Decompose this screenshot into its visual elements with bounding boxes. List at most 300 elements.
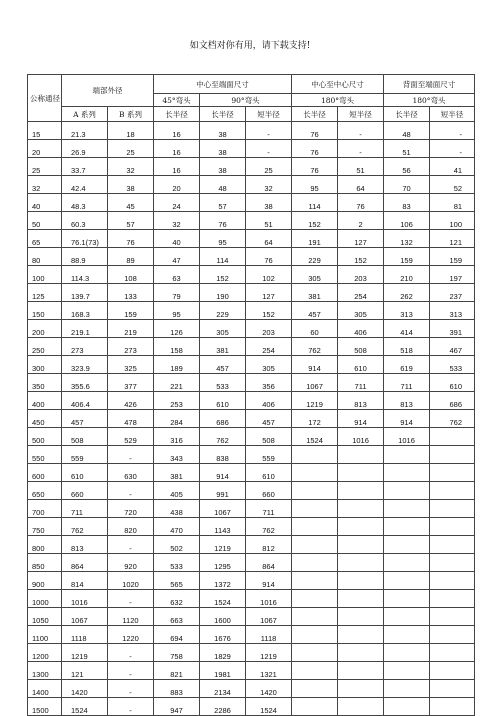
cell-cc-short [338,644,384,662]
cell-90-long: 2286 [200,698,246,716]
cell-45-long: 758 [154,644,200,662]
cell-90-short: 127 [246,284,292,302]
cell-90-short: 762 [246,518,292,536]
cell-90-long: 686 [200,410,246,428]
cell-cc-long: 114 [292,194,338,212]
cell-be-long: 619 [384,356,430,374]
cell-90-long: 1143 [200,518,246,536]
cell-45-long: 694 [154,626,200,644]
table-row [28,392,475,410]
cell-be-long: 48 [384,122,430,140]
cell-cc-short [338,482,384,500]
cell-cc-short: - [338,140,384,158]
cell-nominal: 800 [28,536,62,554]
cell-cc-long [292,644,338,662]
cell-be-long [384,680,430,698]
header-elbow180a: 180°弯头 [292,94,384,107]
cell-90-short: 1016 [246,590,292,608]
cell-be-long: 56 [384,158,430,176]
cell-45-long: 343 [154,446,200,464]
cell-series-b: 38 [108,176,154,194]
table-row [28,140,475,158]
cell-be-long [384,554,430,572]
cell-series-a: 273 [62,338,108,356]
cell-series-b: 820 [108,518,154,536]
cell-be-short [430,644,475,662]
cell-90-long: 610 [200,392,246,410]
cell-90-short: 1524 [246,698,292,716]
table-row [28,320,475,338]
cell-series-a: 1118 [62,626,108,644]
cell-cc-long [292,554,338,572]
cell-nominal: 600 [28,464,62,482]
cell-cc-long [292,608,338,626]
cell-nominal: 450 [28,410,62,428]
cell-series-a: 762 [62,518,108,536]
cell-be-short: 52 [430,176,475,194]
cell-90-short: 508 [246,428,292,446]
header-long-2: 长半径 [200,107,246,122]
cell-cc-long: 172 [292,410,338,428]
cell-be-short: 610 [430,374,475,392]
cell-cc-long [292,572,338,590]
cell-be-long: 159 [384,248,430,266]
cell-cc-short [338,554,384,572]
header-center-center: 中心至中心尺寸 [292,75,384,94]
cell-be-short [430,446,475,464]
cell-nominal: 200 [28,320,62,338]
cell-90-short: 32 [246,176,292,194]
cell-cc-long: 1524 [292,428,338,446]
cell-45-long: 821 [154,662,200,680]
cell-45-long: 16 [154,140,200,158]
cell-series-a: 457 [62,410,108,428]
cell-series-a: 48.3 [62,194,108,212]
cell-series-a: 323.9 [62,356,108,374]
cell-be-short: 159 [430,248,475,266]
cell-nominal: 900 [28,572,62,590]
cell-cc-short: 914 [338,410,384,428]
cell-cc-long: 76 [292,140,338,158]
cell-be-short [430,464,475,482]
cell-series-a: 813 [62,536,108,554]
cell-series-a: 114.3 [62,266,108,284]
cell-90-short: 914 [246,572,292,590]
cell-90-long: 991 [200,482,246,500]
cell-90-long: 95 [200,230,246,248]
cell-be-short [430,572,475,590]
table-row [28,446,475,464]
cell-cc-long: 76 [292,122,338,140]
cell-90-long: 1067 [200,500,246,518]
table-row [28,338,475,356]
cell-90-long: 152 [200,266,246,284]
cell-nominal: 1200 [28,644,62,662]
cell-90-long: 76 [200,212,246,230]
cell-cc-short: 76 [338,194,384,212]
table-row [28,176,475,194]
cell-90-long: 533 [200,374,246,392]
cell-series-b: 529 [108,428,154,446]
header-long-3: 长半径 [292,107,338,122]
cell-series-b: 57 [108,212,154,230]
cell-be-long: 914 [384,410,430,428]
header-elbow90: 90°弯头 [200,94,292,107]
cell-cc-long [292,446,338,464]
cell-be-short [430,536,475,554]
cell-45-long: 405 [154,482,200,500]
cell-90-short: 812 [246,536,292,554]
table-row [28,212,475,230]
cell-cc-long: 76 [292,158,338,176]
table-row [28,518,475,536]
header-nominal: 公称通径 [28,75,62,122]
cell-cc-short: 64 [338,176,384,194]
table-row [28,464,475,482]
cell-90-long: 305 [200,320,246,338]
table-row [28,230,475,248]
cell-be-long: 313 [384,302,430,320]
cell-90-short: 1118 [246,626,292,644]
cell-be-long: 518 [384,338,430,356]
table-row [28,698,475,716]
cell-be-long: 414 [384,320,430,338]
cell-90-long: 1676 [200,626,246,644]
cell-series-a: 559 [62,446,108,464]
cell-cc-short [338,680,384,698]
table-row [28,284,475,302]
cell-cc-short: 2 [338,212,384,230]
cell-series-a: 219.1 [62,320,108,338]
cell-cc-short [338,536,384,554]
cell-be-long: 262 [384,284,430,302]
cell-nominal: 32 [28,176,62,194]
cell-cc-long: 152 [292,212,338,230]
cell-cc-short: 610 [338,356,384,374]
cell-be-long: 106 [384,212,430,230]
cell-be-long: 51 [384,140,430,158]
cell-nominal: 650 [28,482,62,500]
cell-45-long: 79 [154,284,200,302]
cell-90-short: 51 [246,212,292,230]
cell-45-long: 189 [154,356,200,374]
cell-series-b: 18 [108,122,154,140]
cell-series-b: 89 [108,248,154,266]
cell-cc-long: 457 [292,302,338,320]
header-row-3 [28,107,475,122]
cell-series-a: 814 [62,572,108,590]
cell-series-b: 377 [108,374,154,392]
cell-series-b: 1020 [108,572,154,590]
cell-nominal: 1000 [28,590,62,608]
cell-90-short: 102 [246,266,292,284]
table-body [28,75,475,716]
cell-be-short [430,500,475,518]
cell-cc-short [338,662,384,680]
table-row [28,194,475,212]
cell-90-short: 610 [246,464,292,482]
cell-cc-long [292,500,338,518]
cell-45-long: 883 [154,680,200,698]
cell-45-long: 40 [154,230,200,248]
table-row [28,158,475,176]
cell-be-long [384,500,430,518]
cell-cc-short [338,518,384,536]
cell-cc-short: 305 [338,302,384,320]
cell-series-b: - [108,698,154,716]
cell-series-a: 864 [62,554,108,572]
cell-90-long: 1295 [200,554,246,572]
cell-cc-long [292,518,338,536]
table-row [28,410,475,428]
cell-series-a: 21.3 [62,122,108,140]
table-row [28,626,475,644]
cell-nominal: 1400 [28,680,62,698]
cell-series-b: 108 [108,266,154,284]
cell-series-b: 133 [108,284,154,302]
cell-be-long [384,572,430,590]
cell-45-long: 32 [154,212,200,230]
cell-45-long: 16 [154,158,200,176]
cell-45-long: 438 [154,500,200,518]
cell-45-long: 16 [154,122,200,140]
cell-series-a: 1524 [62,698,108,716]
cell-90-long: 381 [200,338,246,356]
cell-45-long: 95 [154,302,200,320]
cell-be-short [430,428,475,446]
cell-series-b: 630 [108,464,154,482]
cell-be-long [384,626,430,644]
cell-90-short: 559 [246,446,292,464]
header-short-2: 短半径 [338,107,384,122]
cell-series-a: 139.7 [62,284,108,302]
cell-90-long: 838 [200,446,246,464]
cell-series-b: - [108,536,154,554]
cell-cc-long [292,590,338,608]
cell-cc-short: 127 [338,230,384,248]
header-elbow180b: 180°弯头 [384,94,475,107]
cell-nominal: 25 [28,158,62,176]
table-row [28,536,475,554]
cell-cc-short: 508 [338,338,384,356]
table-row [28,500,475,518]
cell-series-a: 1420 [62,680,108,698]
cell-series-a: 88.9 [62,248,108,266]
cell-cc-short: 203 [338,266,384,284]
cell-90-long: 1219 [200,536,246,554]
cell-nominal: 80 [28,248,62,266]
cell-45-long: 126 [154,320,200,338]
cell-90-short: - [246,140,292,158]
cell-cc-short [338,464,384,482]
table-row [28,302,475,320]
cell-90-long: 38 [200,158,246,176]
cell-series-b: - [108,590,154,608]
cell-nominal: 500 [28,428,62,446]
cell-be-short: 121 [430,230,475,248]
cell-be-long [384,644,430,662]
header-short-3: 短半径 [430,107,475,122]
cell-cc-short [338,626,384,644]
table-row [28,374,475,392]
cell-series-a: 42.4 [62,176,108,194]
header-long-4: 长半径 [384,107,430,122]
cell-be-short: 533 [430,356,475,374]
cell-cc-short: 406 [338,320,384,338]
cell-be-long [384,464,430,482]
cell-nominal: 100 [28,266,62,284]
cell-nominal: 400 [28,392,62,410]
cell-45-long: 221 [154,374,200,392]
cell-45-long: 63 [154,266,200,284]
cell-45-long: 24 [154,194,200,212]
cell-nominal: 150 [28,302,62,320]
cell-be-long: 711 [384,374,430,392]
cell-series-a: 508 [62,428,108,446]
cell-45-long: 947 [154,698,200,716]
cell-cc-long: 191 [292,230,338,248]
header-series-b: B 系列 [108,107,154,122]
cell-90-long: 1524 [200,590,246,608]
cell-series-a: 1067 [62,608,108,626]
cell-series-a: 1016 [62,590,108,608]
cell-45-long: 663 [154,608,200,626]
cell-series-b: 32 [108,158,154,176]
cell-cc-long: 60 [292,320,338,338]
cell-be-short [430,662,475,680]
cell-nominal: 20 [28,140,62,158]
cell-series-b: - [108,644,154,662]
cell-series-b: - [108,482,154,500]
cell-be-long: 813 [384,392,430,410]
cell-cc-long: 914 [292,356,338,374]
cell-series-b: 76 [108,230,154,248]
cell-90-short: 711 [246,500,292,518]
cell-cc-short: - [338,122,384,140]
cell-90-long: 57 [200,194,246,212]
cell-cc-short [338,500,384,518]
cell-cc-long: 381 [292,284,338,302]
cell-90-short: 76 [246,248,292,266]
cell-be-short: - [430,140,475,158]
cell-cc-long [292,464,338,482]
header-row-1 [28,75,475,94]
cell-be-long [384,446,430,464]
cell-series-a: 26.9 [62,140,108,158]
cell-nominal: 350 [28,374,62,392]
cell-nominal: 750 [28,518,62,536]
cell-be-short [430,608,475,626]
cell-series-b: 273 [108,338,154,356]
cell-90-long: 229 [200,302,246,320]
cell-cc-long: 762 [292,338,338,356]
cell-cc-long [292,698,338,716]
cell-45-long: 533 [154,554,200,572]
cell-45-long: 632 [154,590,200,608]
table-row [28,680,475,698]
cell-be-long [384,662,430,680]
cell-be-short: 100 [430,212,475,230]
cell-series-a: 406.4 [62,392,108,410]
cell-nominal: 1100 [28,626,62,644]
cell-cc-long [292,536,338,554]
cell-be-short [430,698,475,716]
cell-series-a: 76.1(73) [62,230,108,248]
cell-90-short: 38 [246,194,292,212]
cell-be-short: 762 [430,410,475,428]
cell-series-b: 219 [108,320,154,338]
table-row [28,554,475,572]
cell-series-a: 121 [62,662,108,680]
cell-be-short [430,482,475,500]
cell-90-short: 356 [246,374,292,392]
cell-90-short: 25 [246,158,292,176]
cell-90-short: 406 [246,392,292,410]
cell-cc-long: 1067 [292,374,338,392]
cell-cc-long: 229 [292,248,338,266]
cell-45-long: 20 [154,176,200,194]
cell-90-long: 114 [200,248,246,266]
cell-be-short: 391 [430,320,475,338]
cell-45-long: 284 [154,410,200,428]
header-short-1: 短半径 [246,107,292,122]
cell-90-short: 64 [246,230,292,248]
cell-90-long: 48 [200,176,246,194]
cell-series-b: 45 [108,194,154,212]
cell-series-b: 1120 [108,608,154,626]
header-outer-dia: 端部外径 [62,75,154,107]
cell-45-long: 565 [154,572,200,590]
cell-cc-long: 305 [292,266,338,284]
cell-nominal: 50 [28,212,62,230]
cell-series-a: 355.6 [62,374,108,392]
cell-90-long: 762 [200,428,246,446]
header-series-a: A 系列 [62,107,108,122]
page-banner: 如文档对你有用，请下载支持! [189,41,311,51]
cell-be-short: 41 [430,158,475,176]
cell-be-long [384,698,430,716]
cell-cc-long: 95 [292,176,338,194]
cell-nominal: 40 [28,194,62,212]
cell-90-long: 38 [200,122,246,140]
cell-nominal: 300 [28,356,62,374]
cell-nominal: 15 [28,122,62,140]
cell-90-long: 190 [200,284,246,302]
table-row [28,590,475,608]
cell-nominal: 1300 [28,662,62,680]
table-row [28,428,475,446]
cell-90-long: 1829 [200,644,246,662]
cell-be-short [430,554,475,572]
cell-nominal: 1050 [28,608,62,626]
table-row [28,572,475,590]
table-row [28,608,475,626]
cell-90-long: 1981 [200,662,246,680]
table-row [28,482,475,500]
cell-be-long [384,608,430,626]
cell-cc-short [338,590,384,608]
cell-be-short [430,680,475,698]
cell-90-short: 203 [246,320,292,338]
cell-90-long: 2134 [200,680,246,698]
cell-series-a: 610 [62,464,108,482]
cell-be-short: - [430,122,475,140]
cell-series-a: 168.3 [62,302,108,320]
cell-cc-short [338,698,384,716]
cell-cc-short: 813 [338,392,384,410]
cell-nominal: 250 [28,338,62,356]
cell-45-long: 316 [154,428,200,446]
